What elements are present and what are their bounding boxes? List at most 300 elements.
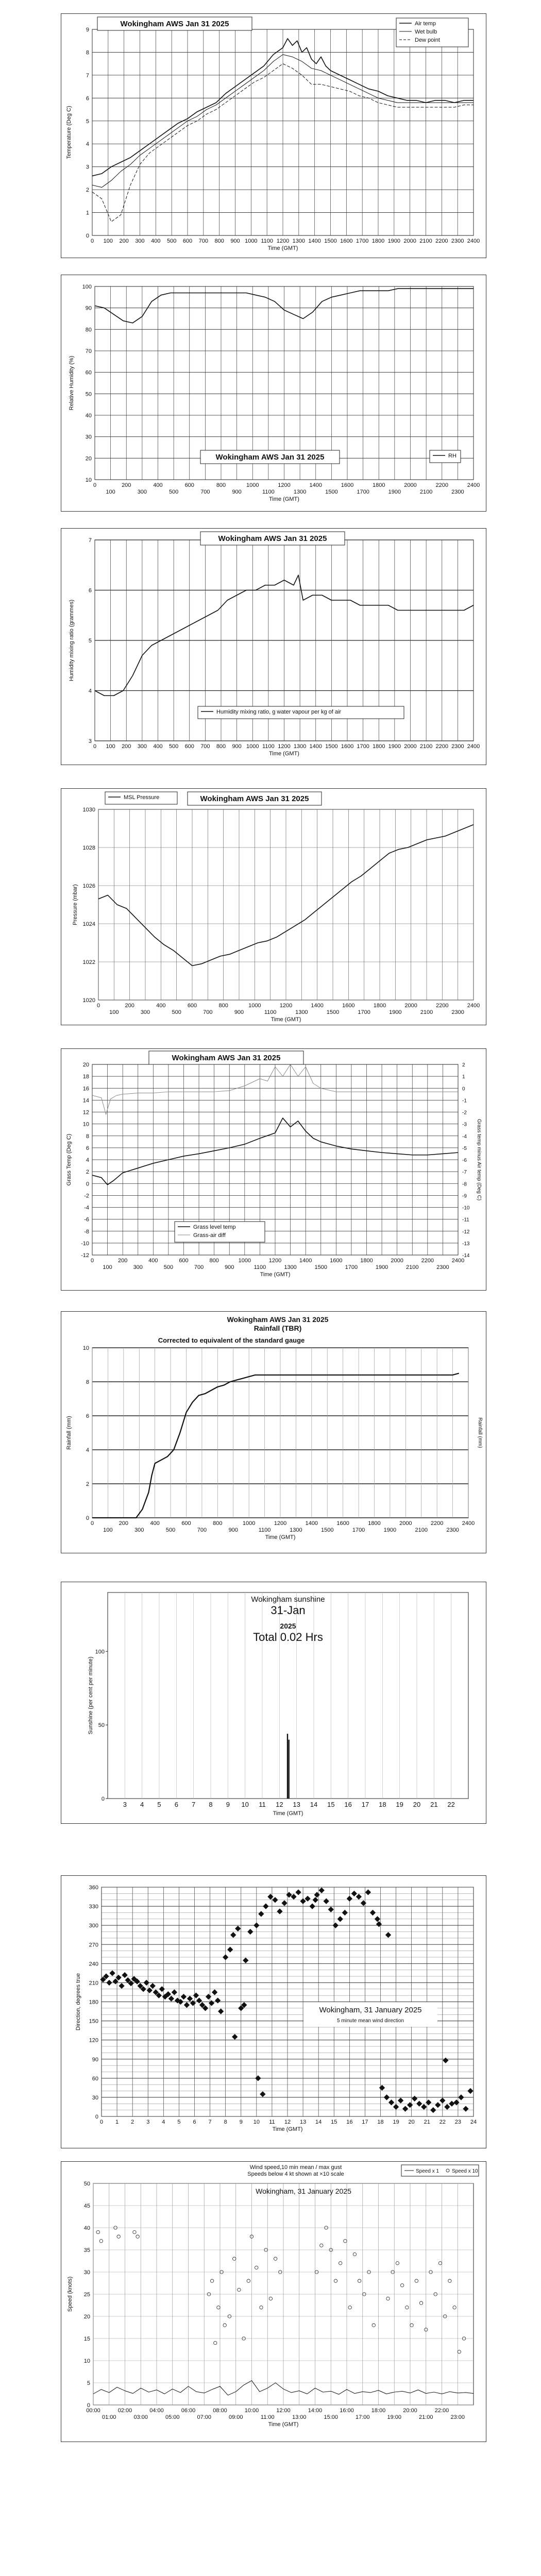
x-tick-label-bottom-row: 2100: [419, 489, 433, 495]
x-tick-label-bottom-row: 13:00: [292, 2414, 307, 2420]
y2-tick-label: -10: [462, 1205, 470, 1211]
x-tick-label: 5: [157, 1801, 161, 1808]
chart-note-line2: Speeds below 4 kt shown at ×10 scale: [247, 2171, 344, 2177]
x-tick-label-top-row: 00:00: [86, 2408, 100, 2414]
y-tick-label: 5: [86, 118, 89, 125]
x-tick-label-bottom-row: 1100: [264, 1009, 277, 1015]
y2-tick-label: -3: [462, 1122, 467, 1128]
y-tick-label: 0: [86, 1181, 89, 1188]
y-tick-label: 100: [82, 284, 92, 290]
x-tick-label: 4: [140, 1801, 144, 1808]
x-tick-label: 1800: [371, 238, 385, 244]
x-tick-label: 10: [241, 1801, 249, 1808]
x-tick-label-top-row: 800: [216, 482, 226, 488]
y-axis-label: Humidity mixing ratio (grammes): [69, 599, 75, 682]
x-tick-label: 18: [379, 1801, 386, 1808]
x-tick-label-bottom-row: 1500: [325, 489, 338, 495]
y-tick-label: 90: [92, 2056, 98, 2063]
x-tick-label-top-row: 02:00: [117, 2408, 132, 2414]
x-tick-label-bottom-row: 100: [109, 1009, 119, 1015]
chart-subtitle: 5 minute mean wind direction: [336, 2018, 404, 2024]
x-tick-label: 12: [284, 2119, 291, 2125]
legend-label: Grass level temp: [193, 1224, 236, 1230]
x-tick-label-bottom-row: 300: [137, 489, 147, 495]
y-tick-label: 6: [88, 587, 92, 594]
x-tick-label: 1300: [293, 743, 307, 750]
grass-temp-panel: [61, 1048, 486, 1291]
x-tick-label-bottom-row: 1100: [258, 1527, 271, 1533]
chart-title: Wokingham, 31 January 2025: [256, 2187, 351, 2195]
y-tick-label: 0: [101, 1796, 105, 1802]
x-tick-label-top-row: 800: [213, 1520, 223, 1527]
x-tick-label: 16: [346, 2119, 353, 2125]
sunshine-bar: [288, 1740, 289, 1799]
y-tick-label: 0: [95, 2114, 98, 2120]
humidity-panel: [61, 275, 486, 512]
temperature-chart: [61, 14, 486, 258]
y2-tick-label: -12: [462, 1229, 470, 1235]
x-tick-label: 1200: [276, 238, 290, 244]
y2-tick-label: 2: [462, 1062, 465, 1068]
x-tick-label: 300: [137, 743, 147, 750]
x-tick-label-top-row: 12:00: [276, 2408, 291, 2414]
x-tick-label: 1600: [340, 238, 353, 244]
x-tick-label: 1000: [246, 743, 259, 750]
y-tick-label: 4: [86, 1447, 89, 1453]
x-tick-label-top-row: 600: [179, 1258, 189, 1264]
y2-tick-label: -11: [462, 1217, 469, 1223]
y-axis-label: Sunshine (per cent per minute): [88, 1656, 94, 1735]
x-tick-label-top-row: 2200: [421, 1258, 434, 1264]
x-tick-label-bottom-row: 500: [163, 1264, 174, 1270]
x-tick-label-bottom-row: 900: [225, 1264, 234, 1270]
wind-direction-chart: [61, 1876, 486, 2148]
x-tick-label: 1400: [309, 743, 322, 750]
x-tick-label: 13: [299, 2119, 307, 2125]
y-tick-label: 50: [98, 1722, 105, 1729]
x-tick-label-bottom-row: 1100: [253, 1264, 266, 1270]
x-tick-label: 500: [166, 238, 177, 244]
chart-note-line1: Wind speed,10 min mean / max gust: [249, 2164, 342, 2171]
y-tick-label: 1030: [82, 807, 95, 813]
x-tick-label: 1700: [357, 743, 369, 750]
x-tick-label-bottom-row: 300: [133, 1264, 143, 1270]
x-tick-label: 2000: [404, 743, 417, 750]
y-tick-label: -4: [84, 1205, 89, 1211]
x-tick-label-top-row: 0: [90, 1258, 94, 1264]
sunshine-bar: [287, 1734, 288, 1799]
y-tick-label: 270: [89, 1942, 98, 1948]
y-tick-label: 0: [86, 233, 89, 239]
x-tick-label: 3: [123, 1801, 127, 1808]
legend-label: RH: [448, 453, 457, 459]
x-tick-label-bottom-row: 2300: [451, 489, 464, 495]
x-tick-label: 9: [226, 1801, 230, 1808]
legend-label: Wet bulb: [415, 29, 437, 35]
x-tick-label-bottom-row: 1700: [345, 1264, 358, 1270]
x-tick-label-top-row: 2000: [404, 1003, 417, 1009]
y-tick-label: 9: [86, 27, 89, 33]
x-tick-label: 10: [253, 2119, 260, 2125]
x-tick-label: 800: [216, 743, 226, 750]
x-tick-label-top-row: 1200: [278, 482, 291, 488]
sunshine-panel: [61, 1582, 486, 1824]
x-tick-label: 20: [408, 2119, 415, 2125]
x-tick-label: 200: [122, 743, 131, 750]
x-tick-label: 1800: [373, 743, 385, 750]
y-tick-label: -12: [81, 1252, 89, 1259]
legend-label: Speed x 10: [452, 2168, 478, 2174]
y-tick-label: 14: [82, 1097, 89, 1104]
x-tick-label-top-row: 1400: [299, 1258, 312, 1264]
x-tick-label-bottom-row: 1300: [290, 1527, 302, 1533]
x-tick-label-bottom-row: 1700: [357, 489, 369, 495]
x-axis-label: Time (GMT): [270, 1016, 301, 1023]
x-tick-label: 20: [413, 1801, 421, 1808]
x-tick-label-top-row: 14:00: [308, 2408, 323, 2414]
y2-axis-label: Rainfall (mm): [477, 1417, 483, 1448]
x-tick-label: 1500: [325, 743, 338, 750]
x-tick-label-bottom-row: 900: [228, 1527, 238, 1533]
x-tick-label: 23: [454, 2119, 462, 2125]
x-tick-label: 2300: [451, 743, 464, 750]
x-tick-label: 7: [208, 2119, 212, 2125]
x-tick-label-top-row: 06:00: [181, 2408, 196, 2414]
wind-direction-panel: [61, 1875, 486, 2148]
y-tick-label: 240: [89, 1961, 98, 1968]
chart-title: Wokingham, 31 January 2025: [319, 2006, 422, 2014]
y-tick-label: 8: [86, 1133, 89, 1140]
x-tick-label: 600: [182, 238, 193, 244]
chart-subtitle: 31-Jan: [270, 1604, 306, 1617]
x-tick-label: 6: [174, 1801, 178, 1808]
y2-tick-label: 0: [462, 1086, 465, 1092]
x-axis-label: Time (GMT): [265, 1534, 296, 1540]
x-tick-label: 15: [331, 2119, 337, 2125]
y-tick-label: 3: [88, 738, 92, 744]
x-tick-label-top-row: 2000: [404, 482, 417, 488]
y-tick-label: 120: [89, 2037, 98, 2044]
x-tick-label-top-row: 800: [218, 1003, 228, 1009]
x-tick-label-bottom-row: 09:00: [228, 2414, 243, 2420]
x-tick-label: 1: [115, 2119, 119, 2125]
x-tick-label-bottom-row: 1700: [358, 1009, 370, 1015]
x-tick-label-top-row: 200: [125, 1003, 134, 1009]
x-tick-label-bottom-row: 2100: [420, 1009, 433, 1015]
y-tick-label: -10: [81, 1240, 89, 1247]
x-tick-label-bottom-row: 900: [234, 1009, 244, 1015]
x-tick-label-top-row: 1800: [373, 1003, 386, 1009]
y-tick-label: 1024: [82, 921, 95, 927]
y-tick-label: 7: [88, 537, 92, 544]
x-tick-label: 900: [232, 743, 242, 750]
y-tick-label: 2: [86, 1481, 89, 1487]
x-tick-label: 200: [119, 238, 129, 244]
x-tick-label-bottom-row: 500: [165, 1527, 176, 1533]
x-tick-label: 0: [99, 2119, 104, 2125]
y2-tick-label: -4: [462, 1133, 467, 1140]
x-tick-label: 14: [310, 1801, 318, 1808]
y-tick-label: -6: [84, 1216, 89, 1223]
x-tick-label-top-row: 1400: [311, 1003, 324, 1009]
sunshine-chart: [61, 1582, 486, 1823]
temperature-panel: [61, 13, 486, 258]
y2-tick-label: -8: [462, 1181, 467, 1188]
x-tick-label-bottom-row: 1500: [321, 1527, 334, 1533]
x-tick-label: 13: [293, 1801, 300, 1808]
x-tick-label-bottom-row: 2100: [406, 1264, 419, 1270]
x-tick-label-bottom-row: 01:00: [102, 2414, 116, 2420]
chart-title: Wokingham AWS Jan 31 2025: [218, 534, 327, 543]
x-tick-label-bottom-row: 2100: [415, 1527, 428, 1533]
x-tick-label-top-row: 2400: [462, 1520, 475, 1527]
legend-label: Humidity mixing ratio, g water vapour per kg of air: [216, 709, 342, 715]
x-tick-label: 8: [224, 2119, 227, 2125]
y-tick-label: 1026: [82, 883, 95, 889]
x-tick-label: 17: [361, 1801, 369, 1808]
x-tick-label: 1400: [308, 238, 321, 244]
x-tick-label: 18: [377, 2119, 384, 2125]
x-tick-label: 400: [151, 238, 161, 244]
x-tick-label: 700: [198, 238, 209, 244]
x-tick-label-top-row: 400: [153, 482, 163, 488]
x-tick-label: 1500: [324, 238, 337, 244]
x-tick-label-bottom-row: 700: [197, 1527, 207, 1533]
y2-tick-label: 1: [462, 1074, 465, 1080]
y-tick-label: 10: [82, 1345, 89, 1351]
chart-year: 2025: [280, 1622, 296, 1630]
x-tick-label-top-row: 400: [156, 1003, 166, 1009]
x-tick-label-top-row: 1200: [274, 1520, 287, 1527]
x-tick-label: 100: [103, 238, 113, 244]
x-tick-label: 2100: [419, 743, 433, 750]
x-tick-label-top-row: 2200: [430, 1520, 444, 1527]
y-tick-label: 0: [87, 2402, 90, 2409]
y-tick-label: 40: [83, 2225, 90, 2231]
x-tick-label-bottom-row: 700: [203, 1009, 213, 1015]
y-tick-label: 7: [86, 72, 89, 79]
x-tick-label-top-row: 08:00: [213, 2408, 227, 2414]
x-tick-label: 24: [470, 2119, 477, 2125]
chart-title: Wokingham AWS Jan 31 2025: [120, 20, 229, 28]
y-tick-label: 80: [85, 327, 92, 333]
y-tick-label: 4: [88, 688, 92, 694]
x-tick-label: 12: [276, 1801, 283, 1808]
x-axis-label: Time (GMT): [273, 1810, 303, 1817]
x-tick-label-top-row: 1800: [360, 1258, 373, 1264]
y-tick-label: 20: [85, 455, 92, 462]
y-tick-label: 50: [85, 391, 92, 398]
x-tick-label: 14: [315, 2119, 322, 2125]
x-tick-label: 0: [93, 743, 97, 750]
humidity-chart: [61, 275, 486, 511]
x-tick-label: 1100: [261, 238, 273, 244]
y-tick-label: 10: [83, 2358, 90, 2364]
x-tick-label-top-row: 04:00: [149, 2408, 164, 2414]
x-tick-label-top-row: 20:00: [403, 2408, 417, 2414]
y-tick-label: -2: [84, 1193, 89, 1199]
chart-title: Wokingham AWS Jan 31 2025: [227, 1315, 329, 1324]
x-tick-label-top-row: 16:00: [340, 2408, 354, 2414]
y-tick-label: 100: [95, 1649, 105, 1655]
x-tick-label: 2200: [435, 743, 448, 750]
x-tick-label-top-row: 1000: [242, 1520, 256, 1527]
x-tick-label: 400: [153, 743, 163, 750]
x-tick-label: 1900: [388, 743, 401, 750]
x-tick-label-top-row: 200: [119, 1520, 129, 1527]
x-tick-label-top-row: 0: [96, 1003, 100, 1009]
y-tick-label: 10: [82, 1121, 89, 1128]
x-tick-label-top-row: 2000: [399, 1520, 412, 1527]
y-tick-label: 6: [86, 1413, 89, 1419]
x-tick-label-top-row: 600: [181, 1520, 191, 1527]
mixing-ratio-panel: [61, 528, 486, 765]
y-tick-label: 150: [89, 2018, 98, 2025]
y-tick-label: 90: [85, 305, 92, 312]
y-tick-label: 4: [86, 1157, 89, 1163]
y-tick-label: 3: [86, 164, 89, 171]
x-tick-label-top-row: 200: [122, 482, 131, 488]
x-tick-label: 2000: [403, 238, 416, 244]
x-tick-label-top-row: 400: [148, 1258, 158, 1264]
x-tick-label-bottom-row: 11:00: [260, 2414, 275, 2420]
x-tick-label-top-row: 1600: [342, 1003, 355, 1009]
x-tick-label: 4: [162, 2119, 165, 2125]
y-tick-label: 4: [86, 141, 89, 148]
x-tick-label-bottom-row: 300: [140, 1009, 150, 1015]
grass-temp-chart: [61, 1049, 486, 1290]
x-tick-label-bottom-row: 900: [232, 489, 242, 495]
x-tick-label: 5: [177, 2119, 181, 2125]
y-tick-label: 330: [89, 1904, 98, 1910]
x-tick-label: 1600: [341, 743, 354, 750]
x-tick-label-top-row: 600: [187, 1003, 197, 1009]
x-tick-label: 300: [135, 238, 145, 244]
x-tick-label-top-row: 600: [184, 482, 194, 488]
x-tick-label: 6: [193, 2119, 196, 2125]
x-tick-label-bottom-row: 700: [194, 1264, 204, 1270]
y-tick-label: 45: [83, 2203, 90, 2209]
y2-tick-label: -7: [462, 1170, 467, 1176]
y-tick-label: 20: [83, 2314, 90, 2320]
x-tick-label-top-row: 1800: [373, 482, 385, 488]
legend-label: Air temp: [415, 21, 436, 27]
y-tick-label: 180: [89, 1999, 98, 2006]
x-tick-label-bottom-row: 1900: [389, 1009, 402, 1015]
x-tick-label-top-row: 1600: [330, 1258, 343, 1264]
y-tick-label: 60: [92, 2075, 98, 2082]
x-tick-label: 8: [209, 1801, 213, 1808]
y-tick-label: 16: [82, 1086, 89, 1092]
y2-tick-label: -14: [462, 1253, 470, 1259]
y-tick-label: 12: [82, 1109, 89, 1116]
legend-label: Dew point: [415, 37, 440, 43]
y-tick-label: 18: [82, 1074, 89, 1080]
chart-note: Corrected to equivalent of the standard gauge: [158, 1336, 305, 1344]
x-tick-label: 2200: [435, 238, 448, 244]
x-tick-label-top-row: 10:00: [244, 2408, 259, 2414]
y-tick-label: 70: [85, 348, 92, 354]
y-tick-label: 25: [83, 2292, 90, 2298]
y-tick-label: 5: [87, 2380, 90, 2386]
x-tick-label: 700: [200, 743, 210, 750]
x-tick-label: 22: [439, 2119, 446, 2125]
x-tick-label: 17: [362, 2119, 368, 2125]
y-tick-label: -8: [84, 1228, 89, 1235]
x-tick-label-top-row: 2000: [391, 1258, 403, 1264]
x-tick-label: 1900: [387, 238, 401, 244]
y-tick-label: 15: [83, 2336, 90, 2342]
x-tick-label-bottom-row: 2300: [446, 1527, 459, 1533]
mixing-ratio-chart: [61, 529, 486, 765]
x-tick-label: 3: [146, 2119, 150, 2125]
y-tick-label: 35: [83, 2247, 90, 2253]
y-axis-label: Pressure (mbar): [72, 884, 78, 925]
x-tick-label-bottom-row: 100: [103, 1527, 113, 1533]
x-axis-label: Time (GMT): [269, 751, 299, 757]
y-tick-label: 6: [86, 95, 89, 102]
y-tick-label: 6: [86, 1145, 89, 1151]
y-tick-label: 1020: [82, 997, 95, 1004]
x-tick-label-top-row: 22:00: [434, 2408, 449, 2414]
x-tick-label: 1200: [278, 743, 291, 750]
y2-tick-label: -9: [462, 1193, 467, 1199]
y-tick-label: 1028: [82, 845, 95, 851]
x-tick-label-bottom-row: 2300: [436, 1264, 449, 1270]
x-tick-label-top-row: 0: [90, 1520, 94, 1527]
y-tick-label: 30: [85, 434, 92, 440]
y-axis-label: Rainfall (mm): [66, 1416, 72, 1450]
chart-title: Wokingham AWS Jan 31 2025: [172, 1054, 281, 1062]
y-axis-label: Grass Temp (Deg C): [66, 1133, 72, 1186]
y2-tick-label: -1: [462, 1098, 467, 1104]
x-tick-label: 2100: [419, 238, 432, 244]
x-axis-label: Time (GMT): [272, 2126, 303, 2132]
y-axis-label: Temperature (Deg C): [66, 106, 72, 159]
x-tick-label: 1700: [356, 238, 369, 244]
x-tick-label-bottom-row: 1700: [352, 1527, 365, 1533]
y-tick-label: 1022: [82, 959, 95, 965]
x-tick-label-top-row: 1200: [268, 1258, 282, 1264]
chart-subtitle: Rainfall (TBR): [253, 1324, 302, 1332]
x-tick-label: 500: [168, 743, 179, 750]
y-tick-label: 300: [89, 1923, 98, 1929]
x-tick-label-bottom-row: 1900: [375, 1264, 388, 1270]
wind-speed-panel: [61, 2161, 486, 2442]
pressure-panel: [61, 788, 486, 1025]
y-tick-label: 20: [82, 1062, 89, 1068]
x-tick-label-top-row: 200: [117, 1258, 128, 1264]
x-tick-label: 11: [259, 1801, 266, 1808]
x-tick-label: 19: [396, 1801, 403, 1808]
y-tick-label: 0: [86, 1515, 89, 1521]
y-tick-label: 30: [83, 2269, 90, 2276]
y-axis-label: Direction, degrees true: [75, 1973, 81, 2031]
y-tick-label: 40: [85, 413, 92, 419]
x-tick-label: 1100: [262, 743, 275, 750]
x-tick-label: 16: [344, 1801, 352, 1808]
y2-tick-label: -5: [462, 1145, 467, 1151]
x-tick-label-top-row: 1600: [336, 1520, 349, 1527]
x-tick-label-top-row: 1400: [305, 1520, 318, 1527]
x-tick-label-bottom-row: 500: [168, 489, 179, 495]
x-tick-label: 15: [327, 1801, 335, 1808]
x-tick-label-top-row: 1000: [238, 1258, 251, 1264]
x-tick-label-top-row: 1200: [279, 1003, 293, 1009]
x-tick-label: 11: [269, 2119, 275, 2125]
x-tick-label: 2400: [467, 743, 480, 750]
x-tick-label: 1300: [292, 238, 306, 244]
